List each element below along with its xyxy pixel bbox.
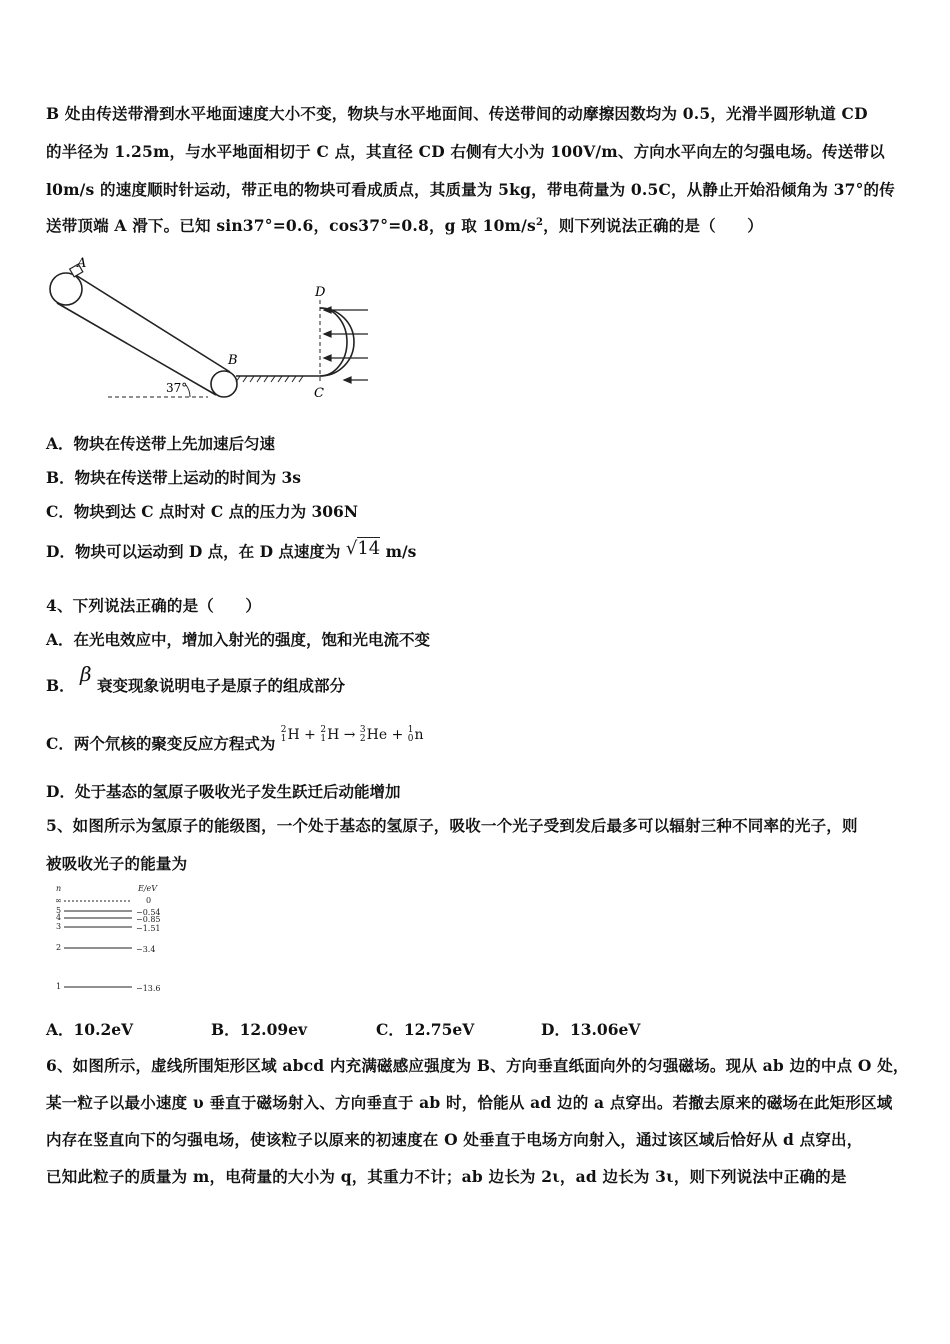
- svg-text:−3.4: −3.4: [136, 945, 156, 954]
- q5-option-D[interactable]: D．13.06eV: [541, 1020, 641, 1039]
- semicircle-track: [320, 308, 354, 376]
- q3-line-4-text: 送带顶端 A 滑下。已知 sin37°=0.6，cos37°=0.8，g 取 10m/s: [46, 216, 536, 235]
- field-arrows: [324, 307, 368, 383]
- q3-line-4: [46, 214, 763, 236]
- q3-line-3: l0m/s 的速度顺时针运动，带正电的物块可看成质点，其质量为 5kg，带电荷量为 0.5C，从静止开始沿倾角为 37°的传: [46, 180, 895, 199]
- svg-text:2: 2: [56, 943, 62, 952]
- q4-option-B[interactable]: [46, 662, 345, 696]
- beta-symbol: β: [80, 662, 92, 686]
- svg-text:n: n: [56, 884, 62, 893]
- q6-line-1: 6、如图所示，虚线所围矩形区域 abcd 内充满磁感应强度为 B、方向垂直纸面向外的匀强磁场。现从 ab 边的中点 O 处，: [46, 1056, 909, 1075]
- q5-stem-line-1: 5、如图所示为氢原子的能级图，一个处于基态的氢原子，吸收一个光子受到发后最多可以辐射三种不同率的光子，则: [46, 816, 858, 835]
- q3-option-C[interactable]: C．物块到达 C 点时对 C 点的压力为 306N: [46, 502, 359, 521]
- q4-option-B-label: B．: [46, 676, 75, 695]
- label-C: C: [314, 386, 324, 401]
- q6-line-3: 内存在竖直向下的匀强电场，使该粒子以原来的初速度在 O 处垂直于电场方向射入，通过该区域后恰好从 d 点穿出，: [46, 1130, 863, 1149]
- conveyor-figure: [40, 252, 380, 412]
- label-A: A: [77, 256, 87, 271]
- svg-text:3: 3: [56, 922, 62, 931]
- energy-level-diagram: [50, 882, 180, 997]
- q4-option-B-text: 衰变现象说明电子是原子的组成部分: [96, 676, 345, 695]
- q5-option-B[interactable]: B．12.09ev: [211, 1020, 308, 1039]
- svg-text:−0.54: −0.54: [136, 908, 161, 917]
- svg-text:∞: ∞: [55, 896, 62, 905]
- q3-option-B[interactable]: B．物块在传送带上运动的时间为 3s: [46, 468, 302, 487]
- q4-option-D[interactable]: D．处于基态的氢原子吸收光子发生跃迁后动能增加: [46, 782, 401, 801]
- svg-text:0: 0: [146, 896, 152, 905]
- q6-line-2: 某一粒子以最小速度 υ 垂直于磁场射入、方向垂直于 ab 时，恰能从 ad 边的 a 点穿出。若撤去原来的磁场在此矩形区域: [46, 1093, 893, 1112]
- superscript-2: 2: [535, 216, 544, 228]
- label-angle: 37°: [166, 381, 188, 395]
- q4-stem: 4、下列说法正确的是（ ）: [46, 596, 262, 615]
- label-B: B: [228, 353, 238, 368]
- q6-line-4: 已知此粒子的质量为 m，电荷量的大小为 q，其重力不计；ab 边长为 2ι，ad 边长为 3ι，则下列说法中正确的是: [46, 1167, 847, 1186]
- fusion-equation: 2 1H + 2 1H → 3 2He + 1 0n: [280, 725, 424, 744]
- lower-pulley: [211, 371, 237, 397]
- q4-option-A[interactable]: A．在光电效应中，增加入射光的强度，饱和光电流不变: [46, 630, 431, 649]
- svg-text:E/eV: E/eV: [138, 884, 158, 893]
- q3-line-2: 的半径为 1.25m，与水平地面相切于 C 点，其直径 CD 右侧有大小为 100V/m、方向水平向左的匀强电场。传送带以: [46, 142, 885, 161]
- svg-text:−0.85: −0.85: [136, 915, 161, 924]
- q4-option-C[interactable]: [46, 725, 424, 754]
- q4-option-C-text: C．两个氘核的聚变反应方程式为: [46, 734, 276, 753]
- q5-stem-line-2: 被吸收光子的能量为: [46, 854, 188, 873]
- sqrt-14: √14: [345, 538, 381, 559]
- svg-text:5: 5: [56, 906, 62, 915]
- q3-line-1: B 处由传送带滑到水平地面速度大小不变，物块与水平地面间、传送带间的动摩擦因数均为 0.5，光滑半圆形轨道 CD: [46, 104, 868, 123]
- svg-text:1: 1: [56, 982, 62, 991]
- q3-option-D-text: D．物块可以运动到 D 点，在 D 点速度为: [46, 542, 341, 561]
- q3-line-4-tail: ，则下列说法正确的是（ ）: [543, 216, 763, 235]
- upper-pulley: [50, 273, 82, 305]
- q3-option-A[interactable]: A．物块在传送带上先加速后匀速: [46, 434, 276, 453]
- svg-text:−13.6: −13.6: [136, 984, 161, 993]
- svg-text:−1.51: −1.51: [136, 924, 161, 933]
- q3-option-D[interactable]: [46, 540, 416, 562]
- q5-option-C[interactable]: C．12.75eV: [376, 1020, 475, 1039]
- q3-option-D-unit: m/s: [385, 542, 417, 561]
- svg-text:4: 4: [56, 913, 62, 922]
- q5-option-A[interactable]: A．10.2eV: [46, 1020, 134, 1039]
- label-D: D: [315, 285, 326, 300]
